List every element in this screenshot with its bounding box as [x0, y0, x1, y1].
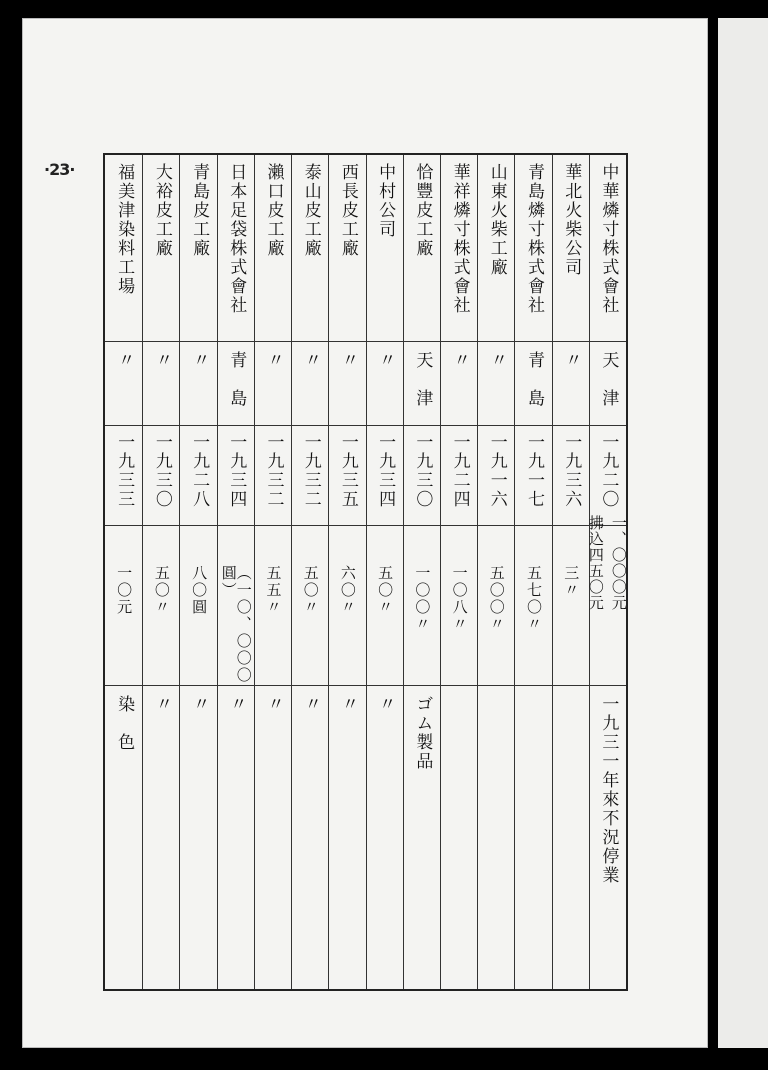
company-location: 〃 — [449, 351, 470, 370]
table-column — [291, 155, 328, 989]
founding-year: 一九三五 — [337, 433, 358, 509]
founding-year: 一九二〇 — [598, 433, 619, 509]
company-location: 〃 — [114, 351, 135, 370]
founding-year: 一九三六 — [561, 433, 582, 509]
company-location: 〃 — [263, 351, 284, 370]
capital-amount: 八〇圓 — [190, 565, 209, 616]
table-column — [142, 155, 179, 989]
company-location: 青 島 — [523, 351, 544, 408]
remarks: 〃 — [189, 695, 210, 714]
table-column — [403, 155, 440, 989]
capital-amount: （一〇、〇〇〇圓） — [219, 565, 253, 684]
capital-amount: 五〇〇〃 — [487, 565, 506, 633]
founding-year: 一九二四 — [449, 433, 470, 509]
founding-year: 一九一七 — [523, 433, 544, 509]
founding-year: 一九三〇 — [412, 433, 433, 509]
founding-year: 一九二八 — [189, 433, 210, 509]
company-name: 福美津染料工場 — [114, 163, 135, 296]
capital-amount: 一〇元 — [115, 565, 134, 616]
company-location: 〃 — [375, 351, 396, 370]
company-name: 中華燐寸株式會社 — [598, 163, 619, 315]
table-column — [254, 155, 291, 989]
remarks — [515, 695, 551, 935]
remarks — [553, 695, 589, 935]
table-column — [440, 155, 477, 989]
company-name: 華祥燐寸株式會社 — [449, 163, 470, 315]
founding-year: 一九三四 — [226, 433, 247, 509]
capital-amount: 一、〇〇〇元 — [609, 515, 628, 611]
founding-year: 一九三二 — [263, 433, 284, 509]
founding-year: 一九一六 — [486, 433, 507, 509]
table-column — [217, 155, 254, 989]
capital-amount: 五〇〃 — [152, 565, 171, 616]
company-name: 華北火柴公司 — [561, 163, 582, 277]
table-column — [477, 155, 514, 989]
company-name: 瀨口皮工廠 — [263, 163, 284, 258]
company-name: 西長皮工廠 — [337, 163, 358, 258]
company-location: 〃 — [189, 351, 210, 370]
capital-amount: 五七〇〃 — [524, 565, 543, 633]
company-name: 恰豐皮工廠 — [412, 163, 433, 258]
capital-amount: 三〃 — [562, 565, 581, 599]
company-location: 天 津 — [598, 351, 619, 408]
adjacent-page-edge — [718, 18, 768, 1048]
remarks: 〃 — [375, 695, 396, 714]
table-column — [105, 155, 142, 989]
remarks: 〃 — [300, 695, 321, 714]
company-location: 〃 — [337, 351, 358, 370]
table-column — [328, 155, 365, 989]
capital-amount: 五〇〃 — [301, 565, 320, 616]
company-name: 青島燐寸株式會社 — [523, 163, 544, 315]
company-location: 〃 — [486, 351, 507, 370]
founding-year: 一九三〇 — [151, 433, 172, 509]
capital-amount: 一〇〇〃 — [413, 565, 432, 633]
company-name: 中村公司 — [375, 163, 396, 239]
founding-year: 一九三四 — [375, 433, 396, 509]
remarks: 〃 — [337, 695, 358, 714]
table-column — [179, 155, 216, 989]
capital-amount: 一〇八〃 — [450, 565, 469, 633]
capital-amount: 五五〃 — [264, 565, 283, 616]
remarks: 染 色 — [114, 695, 135, 752]
founding-year: 一九三三 — [114, 433, 135, 509]
company-location: 天 津 — [412, 351, 433, 408]
remarks: 一九三一年來不況停業 — [598, 695, 619, 885]
founding-year: 一九三二 — [300, 433, 321, 509]
capital-paid-in: 拂込四五〇元 — [586, 515, 605, 611]
remarks: 〃 — [151, 695, 172, 714]
capital-amount: 五〇〃 — [376, 565, 395, 616]
factory-ledger-table — [103, 153, 628, 991]
table-column — [366, 155, 403, 989]
company-name: 山東火柴工廠 — [486, 163, 507, 277]
company-name: 青島皮工廠 — [189, 163, 210, 258]
remarks — [478, 695, 514, 935]
remarks — [441, 695, 477, 935]
table-column — [552, 155, 589, 989]
page-marker: ·23· — [44, 160, 75, 179]
company-name: 大裕皮工廠 — [151, 163, 172, 258]
capital-cell — [586, 515, 628, 685]
company-location: 〃 — [300, 351, 321, 370]
company-name: 泰山皮工廠 — [300, 163, 321, 258]
capital-amount: 六〇〃 — [338, 565, 357, 616]
company-name: 日本足袋株式會社 — [226, 163, 247, 315]
company-location: 〃 — [561, 351, 582, 370]
remarks: 〃 — [226, 695, 247, 714]
table-column — [514, 155, 551, 989]
table-column — [586, 155, 628, 989]
remarks: ゴム製品 — [412, 695, 433, 771]
company-location: 〃 — [151, 351, 172, 370]
remarks: 〃 — [263, 695, 284, 714]
company-location: 青 島 — [226, 351, 247, 408]
